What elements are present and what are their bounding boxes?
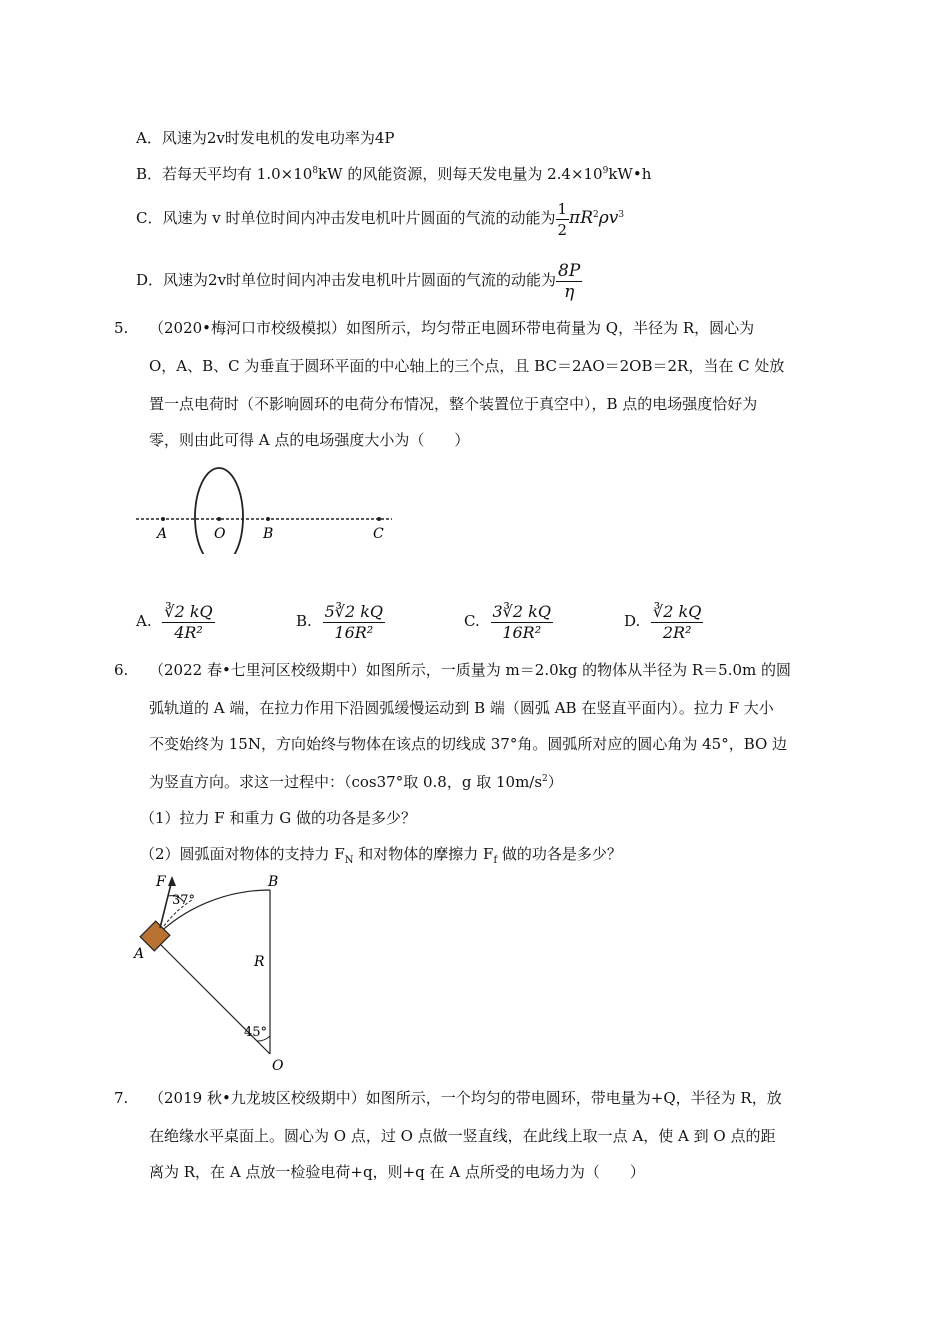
q6-label-45: 45° [244,1025,268,1040]
q4-option-d-pre: D．风速为2v时单位时间内冲击发电机叶片圆面的气流的动能为 [136,271,557,289]
q4-option-c-rho: ρv [598,208,619,228]
q5-option-d [624,598,703,644]
q4-option-c-fraction [556,199,570,240]
q5-option-letter: A. [136,612,152,630]
q5-number: 5. [114,319,129,337]
q6-arc-figure [128,866,298,1076]
q6-label-b: B [268,874,279,890]
q5-label-c: C [373,526,384,542]
q5-option-den: 16R² [334,622,374,642]
q5-option-c [464,598,553,644]
q6-sub2-f: f [493,855,498,866]
q6-label-o: O [272,1058,284,1074]
q4-option-b-mid: kW 的风能资源，则每天发电量为 2.4×10 [318,165,603,183]
q4-option-d-num: 8P [558,260,581,281]
q7-line-2: 在绝缘水平桌面上。圆心为 O 点，过 O 点做一竖直线，在此线上取一点 A，使 A 到 O 点的距 [149,1127,776,1145]
q4-option-c-pre: C．风速为 v 时单位时间内冲击发电机叶片圆面的气流的动能为 [136,209,556,227]
q5-line-2: O，A、B、C 为垂直于圆环平面的中心轴上的三个点，且 BC＝2AO＝2OB＝2R，当在 C 处放 [149,357,785,375]
q4-option-c-exp: 2 [593,210,599,220]
q5-option-letter: D. [624,612,641,630]
q4-option-c [136,198,624,240]
q6-line-3: 不变始终为 15N，方向始终与物体在该点的切线成 37°角。圆弧所对应的圆心角为 45°，BO 边 [149,735,788,753]
q5-line-1: （2020•梅河口市校级模拟）如图所示，均匀带正电圆环带电荷量为 Q，半径为 R，圆心为 [149,319,755,337]
q5-option-num: 5∛2 kQ [324,601,384,621]
q4-option-a: A．风速为2v时发电机的发电功率为4P [136,129,395,147]
q6-line-4-pre: 为竖直方向。求这一过程中：（cos37°取 0.8，g 取 10m/s [149,773,543,791]
q5-option-num: ∛2 kQ [164,601,213,621]
q7-line-3: 离为 R，在 A 点放一检验电荷+q，则+q 在 A 点所受的电场力为（ ） [149,1163,645,1181]
q6-label-a: A [134,946,145,962]
q6-label-f: F [156,874,166,890]
q6-line-2: 弧轨道的 A 端，在拉力作用下沿圆弧缓慢运动到 B 端（圆弧 AB 在竖直平面内）。拉力 F 大小 [149,699,774,717]
q5-option-a [136,598,215,644]
q5-option-fraction [323,602,385,643]
q5-option-num: 3∛2 kQ [492,601,551,621]
q5-option-b [296,598,385,644]
q7-line-1: （2019 秋•九龙坡区校级期中）如图所示，一个均匀的带电圆环，带电量为+Q，半径为 R，放 [149,1089,782,1107]
q5-label-a: A [157,526,168,542]
q6-subquestion-2 [140,844,622,864]
q5-option-den: 16R² [502,622,542,642]
q4-option-c-expr: πR [569,208,594,228]
q4-option-d [136,258,582,302]
q4-option-b [136,164,651,184]
q5-option-letter: C. [464,612,480,630]
q5-option-num: ∛2 kQ [653,601,702,621]
q5-line-4: 零，则由此可得 A 点的电场强度大小为（ ） [149,431,470,449]
q6-line-4 [149,772,563,792]
q5-option-fraction [162,602,214,643]
q6-sub2-mid: 和对物体的摩擦力 F [353,845,494,863]
q5-option-den: 4R² [174,622,203,642]
q6-number: 6. [114,661,129,679]
q5-point-a [161,517,165,521]
q6-line-4-exp: 2 [542,774,548,784]
q5-option-fraction [651,602,703,643]
q5-point-o [217,517,221,521]
q4-option-b-exp1: 8 [312,166,319,176]
q6-sub2-n: N [344,855,354,866]
q4-option-b-pre: B．若每天平均有 1.0×10 [136,165,313,183]
q6-sub2-pre: （2）圆弧面对物体的支持力 F [140,845,345,863]
q6-line-1: （2022 春•七里河区校级期中）如图所示，一质量为 m＝2.0kg 的物体从半径为 R＝5.0m 的圆 [149,661,792,679]
q5-option-fraction [491,602,553,643]
q5-option-letter: B. [296,612,312,630]
q4-option-c-den: 2 [557,220,568,239]
q4-option-b-post: kW•h [608,165,652,183]
q4-option-b-exp2: 9 [602,166,609,176]
q4-option-d-fraction [556,261,582,302]
q5-ring-figure [130,462,400,554]
q6-subquestion-1: （1）拉力 F 和重力 G 做的功各是多少？ [140,809,417,827]
q7-number: 7. [114,1089,129,1107]
q5-point-b [266,517,270,521]
q5-label-o: O [214,526,226,542]
q6-label-r: R [254,954,265,970]
q6-force-arrowhead [168,876,176,886]
q4-option-c-exp2: 3 [618,210,625,220]
q4-option-d-den: η [564,281,575,302]
q6-line-4-post: ） [547,773,563,791]
q6-block [140,921,170,951]
q5-line-3: 置一点电荷时（不影响圆环的电荷分布情况，整个装置位于真空中），B 点的电场强度恰好为 [149,395,758,413]
q6-label-37: 37° [172,893,196,908]
q6-sub2-post: 做的功各是多少？ [497,845,622,863]
q5-point-c [377,517,381,521]
q5-option-den: 2R² [662,622,692,642]
q4-option-c-num: 1 [557,199,568,218]
q5-label-b: B [263,526,274,542]
